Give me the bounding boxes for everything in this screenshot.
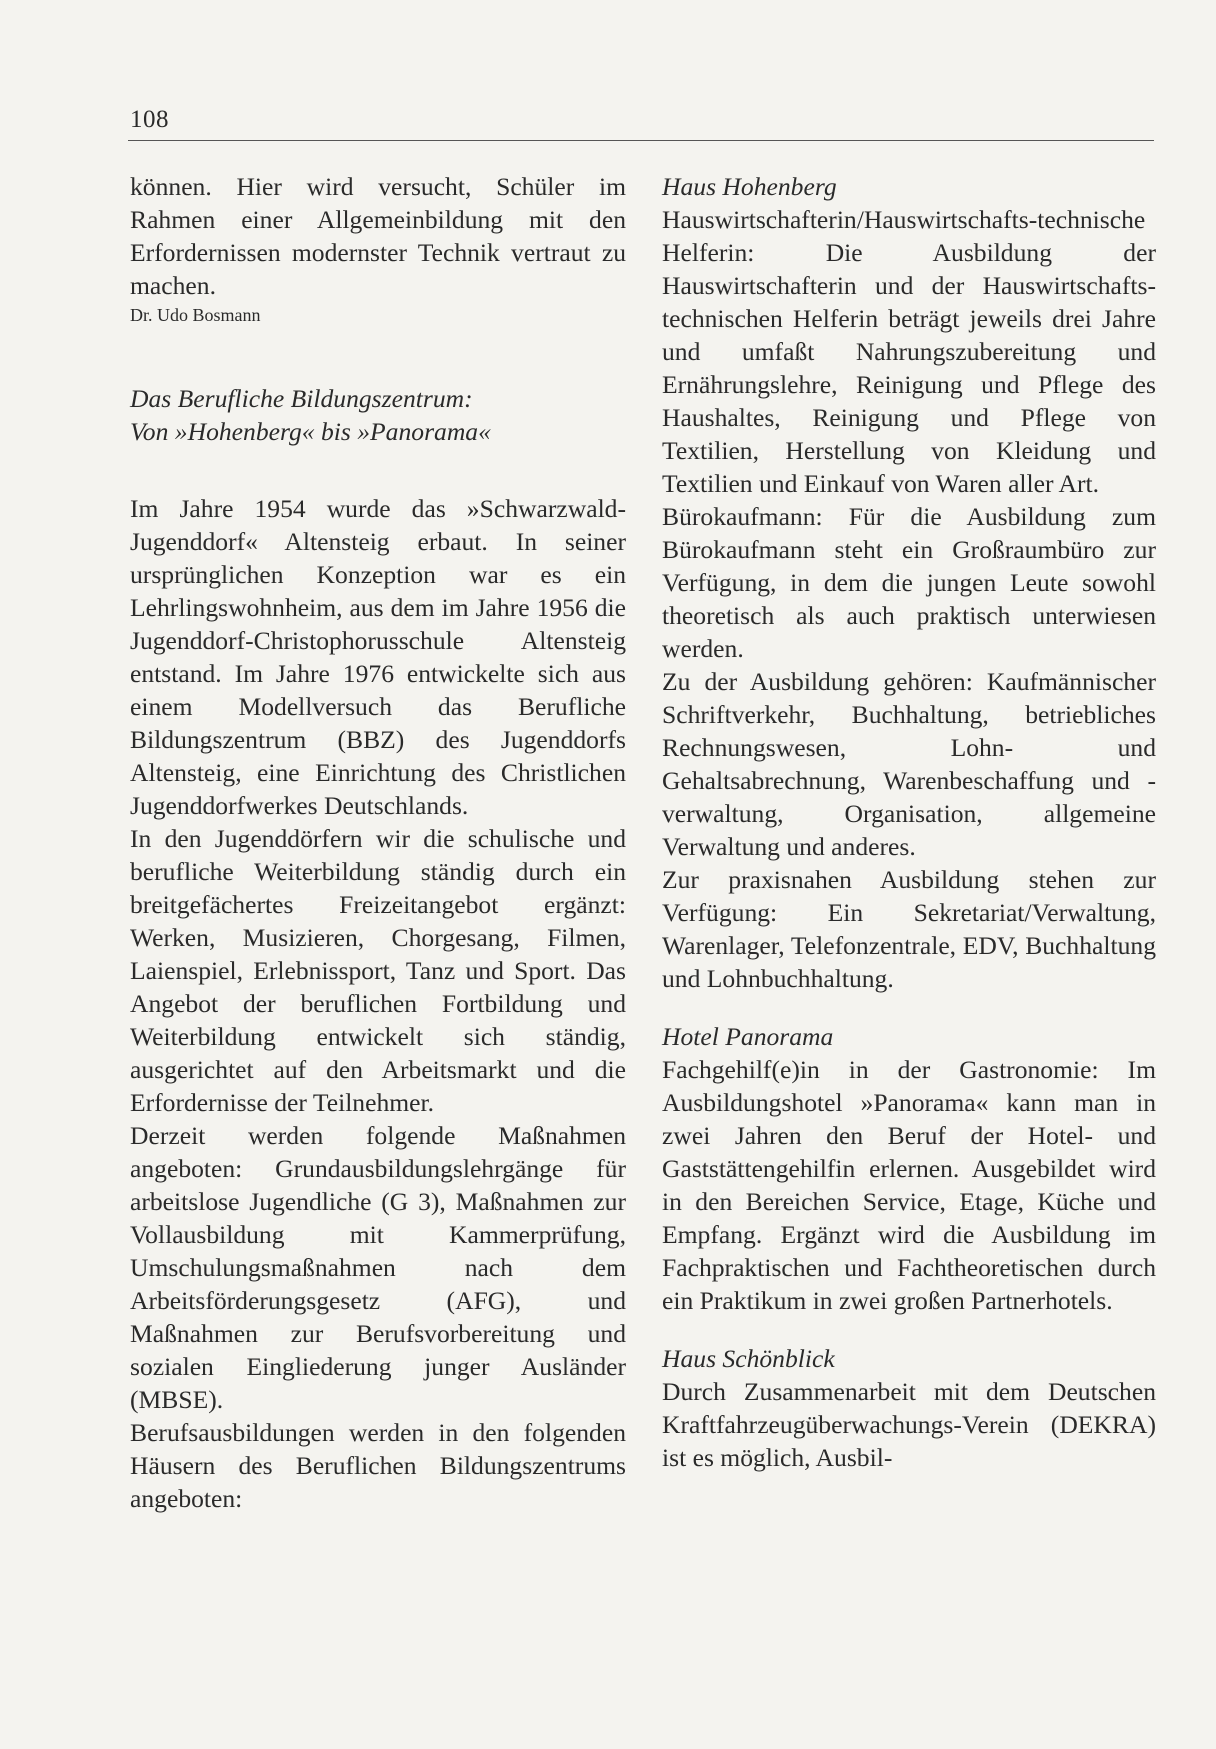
intro-paragraph: können. Hier wird versucht, Schüler im Rahmen einer Allgemeinbildung mit den Erfordernissen modernster Technik vertraut zu machen.	[130, 172, 626, 300]
right-column	[662, 170, 1156, 1474]
subheading-haus-schoenblick: Haus Schönblick	[662, 1344, 835, 1373]
body-paragraph: Zu der Ausbildung gehören: Kaufmännischer Schriftverkehr, Buchhaltung, betriebliches Rechnungswesen, Lohn- und Gehaltsabrechnung, Warenbeschaffung und -verwaltung, Organisation, allgemeine Verwaltung und anderes.	[662, 667, 1156, 861]
body-paragraph: Bürokaufmann: Für die Ausbildung zum Bürokaufmann steht ein Großraumbüro zur Verfügung, in dem die jungen Leute sowohl theoretisch als auch praktisch unterwiesen werden.	[662, 502, 1156, 663]
body-paragraph: Derzeit werden folgende Maßnahmen angeboten: Grundausbildungslehrgänge für arbeitslose Jugendliche (G 3), Maßnahmen zur Vollausbildung mit Kammerprüfung, Umschulungsmaßnahmen nach dem Arbeitsförderungsgesetz (AFG), und Maßnahmen zur Berufsvorbereitung und sozialen Eingliederung junger Ausländer (MBSE).	[130, 1121, 626, 1414]
body-paragraph: Berufsausbildungen werden in den folgenden Häusern des Beruflichen Bildungszentrums angeboten:	[130, 1418, 626, 1513]
left-column	[130, 170, 626, 1515]
body-paragraph: Hauswirtschafterin/Hauswirtschafts-technische Helferin: Die Ausbildung der Hauswirtschafterin und der Hauswirtschafts-technischen Helferin beträgt jeweils drei Jahre und umfaßt Nahrungszubereitung und Ernährungslehre, Reinigung und Pflege des Haushaltes, Reinigung und Pflege von Textilien, Herstellung von Kleidung und Textilien und Einkauf von Waren aller Art.	[662, 205, 1156, 498]
subheading-hotel-panorama: Hotel Panorama	[662, 1022, 834, 1051]
section-heading-line-1: Das Berufliche Bildungszentrum:	[130, 384, 473, 413]
body-paragraph: Fachgehilf(e)in in der Gastronomie: Im Ausbildungshotel »Panorama« kann man in zwei Jahren den Beruf der Hotel- und Gaststättengehilfin erlernen. Ausgebildet wird in den Bereichen Service, Etage, Küche und Empfang. Ergänzt wird die Ausbildung im Fachpraktischen und Fachtheoretischen durch ein Praktikum in zwei großen Partnerhotels.	[662, 1055, 1156, 1315]
section-heading	[130, 382, 626, 448]
header-rule	[128, 140, 1154, 141]
author-signature: Dr. Udo Bosmann	[130, 305, 261, 325]
subheading-haus-hohenberg: Haus Hohenberg	[662, 172, 837, 201]
page-number: 108	[130, 106, 169, 133]
section-heading-line-2: Von »Hohenberg« bis »Panorama«	[130, 417, 491, 446]
body-paragraph: Durch Zusammenarbeit mit dem Deutschen Kraftfahrzeugüberwachungs-Verein (DEKRA) ist es möglich, Ausbil-	[662, 1377, 1156, 1472]
body-paragraph: Zur praxisnahen Ausbildung stehen zur Verfügung: Ein Sekretariat/Verwaltung, Warenlager, Telefonzentrale, EDV, Buchhaltung und Lohnbuchhaltung.	[662, 865, 1156, 993]
body-paragraph: In den Jugenddörfern wir die schulische und berufliche Weiterbildung ständig durch ein breitgefächertes Freizeitangebot ergänzt: Werken, Musizieren, Chorgesang, Filmen, Laienspiel, Erlebnissport, Tanz und Sport. Das Angebot der beruflichen Fortbildung und Weiterbildung entwickelt sich ständig, ausgerichtet auf den Arbeitsmarkt und die Erfordernisse der Teilnehmer.	[130, 824, 626, 1117]
body-paragraph: Im Jahre 1954 wurde das »Schwarzwald-Jugenddorf« Altensteig erbaut. In seiner ursprünglichen Konzeption war es ein Lehrlingswohnheim, aus dem im Jahre 1956 die Jugenddorf-Christophorusschule Altensteig entstand. Im Jahre 1976 entwickelte sich aus einem Modellversuch das Berufliche Bildungszentrum (BBZ) des Jugenddorfs Altensteig, eine Einrichtung des Christlichen Jugenddorfwerkes Deutschlands.	[130, 494, 626, 820]
